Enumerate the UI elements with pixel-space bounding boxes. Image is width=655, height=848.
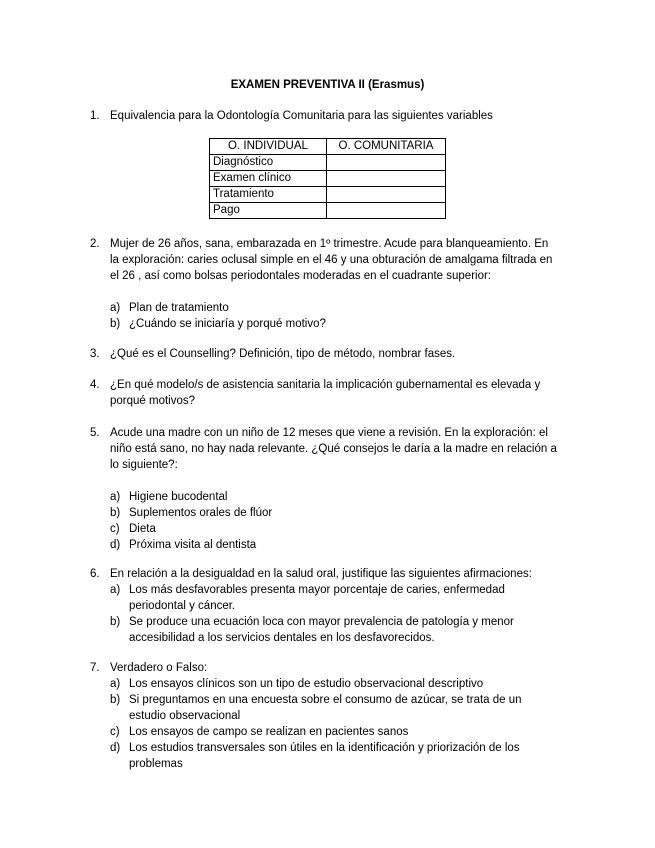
table-row <box>210 203 446 219</box>
question-text-line: Acude una madre con un niño de 12 meses que viene a revisión. En la exploración: el <box>110 427 548 439</box>
sub-item-text: Dieta <box>129 523 156 535</box>
sub-item-text-line: periodontal y cáncer. <box>129 600 236 612</box>
equivalence-table <box>209 138 446 219</box>
sub-item-text: Los ensayos de campo se realizan en pacientes sanos <box>129 726 409 738</box>
question-7 <box>90 660 568 772</box>
question-text-line: el 26 , así como bolsas periodontales moderadas en el cuadrante superior: <box>110 270 492 282</box>
question-3 <box>90 346 568 362</box>
row-label: Tratamiento <box>210 187 327 203</box>
sub-item-text-line: Se produce una ecuación loca con mayor prevalencia de patología y menor <box>129 616 514 628</box>
sub-item-letter: b) <box>110 318 121 330</box>
sub-item-letter: b) <box>110 507 121 519</box>
question-number: 4. <box>90 379 100 391</box>
sub-item-text: Próxima visita al dentista <box>129 539 257 551</box>
table-header-row <box>210 139 446 155</box>
question-text: Equivalencia para la Odontología Comunitaria para las siguientes variables <box>110 110 493 122</box>
question-text-line: ¿En qué modelo/s de asistencia sanitaria la implicación gubernamental es elevada y <box>110 379 541 391</box>
question-number: 5. <box>90 427 100 439</box>
question-5 <box>90 425 568 553</box>
sub-item <box>110 521 568 537</box>
sub-item <box>110 692 568 724</box>
empty-cell <box>327 171 446 187</box>
sub-item-text: Higiene bucodental <box>129 491 228 503</box>
table-row <box>210 171 446 187</box>
row-label: Examen clínico <box>210 171 327 187</box>
sub-item-letter: d) <box>110 742 121 754</box>
sub-item-letter: a) <box>110 584 121 596</box>
sub-item-text-line: Los estudios transversales son útiles en la identificación y priorización de los <box>129 742 520 754</box>
question-number: 6. <box>90 568 100 580</box>
sub-item <box>110 505 568 521</box>
sub-item-text-line: estudio observacional <box>129 710 241 722</box>
sub-item-text-line: problemas <box>129 758 183 770</box>
sub-item-letter: a) <box>110 678 121 690</box>
sub-item-text: ¿Cuándo se iniciaría y porqué motivo? <box>129 318 326 330</box>
question-text-line: porqué motivos? <box>110 395 196 407</box>
empty-cell <box>327 187 446 203</box>
question-text: ¿Qué es el Counselling? Definición, tipo de método, nombrar fases. <box>110 348 456 360</box>
question-text: Verdadero o Falso: <box>110 662 208 674</box>
question-text: En relación a la desigualdad en la salud oral, justifique las siguientes afirmaciones: <box>110 568 532 580</box>
sub-item-text-line: Si preguntamos en una encuesta sobre el consumo de azúcar, se trata de un <box>129 694 522 706</box>
sub-item-letter: d) <box>110 539 121 551</box>
question-1 <box>90 108 568 124</box>
row-label: Diagnóstico <box>210 155 327 171</box>
question-4 <box>90 377 568 409</box>
question-number: 3. <box>90 348 100 360</box>
question-text-line: lo siguiente?: <box>110 459 178 471</box>
sub-item-letter: a) <box>110 491 121 503</box>
sub-item-letter: b) <box>110 616 121 628</box>
sub-item-text-line: Los más desfavorables presenta mayor porcentaje de caries, enfermedad <box>129 584 505 596</box>
empty-cell <box>327 203 446 219</box>
sub-item <box>110 316 568 332</box>
table-row <box>210 155 446 171</box>
sub-item-letter: b) <box>110 694 121 706</box>
question-number: 1. <box>90 110 100 122</box>
header-individual: O. INDIVIDUAL <box>210 139 327 155</box>
sub-item-letter: a) <box>110 302 121 314</box>
question-number: 7. <box>90 662 100 674</box>
question-2 <box>90 236 568 332</box>
sub-item-text: Plan de tratamiento <box>129 302 229 314</box>
sub-item-letter: c) <box>110 523 120 535</box>
table-row <box>210 187 446 203</box>
sub-item <box>110 676 568 692</box>
question-number: 2. <box>90 238 100 250</box>
sub-item-text: Suplementos orales de flúor <box>129 507 273 519</box>
question-6 <box>90 566 568 646</box>
sub-item <box>110 614 568 646</box>
empty-cell <box>327 155 446 171</box>
question-text-line: la exploración: caries oclusal simple en el 46 y una obturación de amalgama filtrada en <box>110 254 553 266</box>
question-text-line: Mujer de 26 años, sana, embarazada en 1º trimestre. Acude para blanqueamiento. En <box>110 238 549 250</box>
exam-title: EXAMEN PREVENTIVA II (Erasmus) <box>230 79 425 91</box>
sub-item <box>110 489 568 505</box>
sub-item-text: Los ensayos clínicos son un tipo de estudio observacional descriptivo <box>129 678 484 690</box>
sub-item <box>110 300 568 316</box>
header-comunitaria: O. COMUNITARIA <box>327 139 446 155</box>
question-text-line: niño está sano, no hay nada relevante. ¿Qué consejos le daría a la madre en relación a <box>110 443 557 455</box>
row-label: Pago <box>210 203 327 219</box>
sub-item <box>110 724 568 740</box>
sub-item-letter: c) <box>110 726 120 738</box>
sub-item <box>110 537 568 553</box>
sub-item-text-line: accesibilidad a los servicios dentales en los desfavorecidos. <box>129 632 435 644</box>
sub-item <box>110 582 568 614</box>
sub-item <box>110 740 568 772</box>
